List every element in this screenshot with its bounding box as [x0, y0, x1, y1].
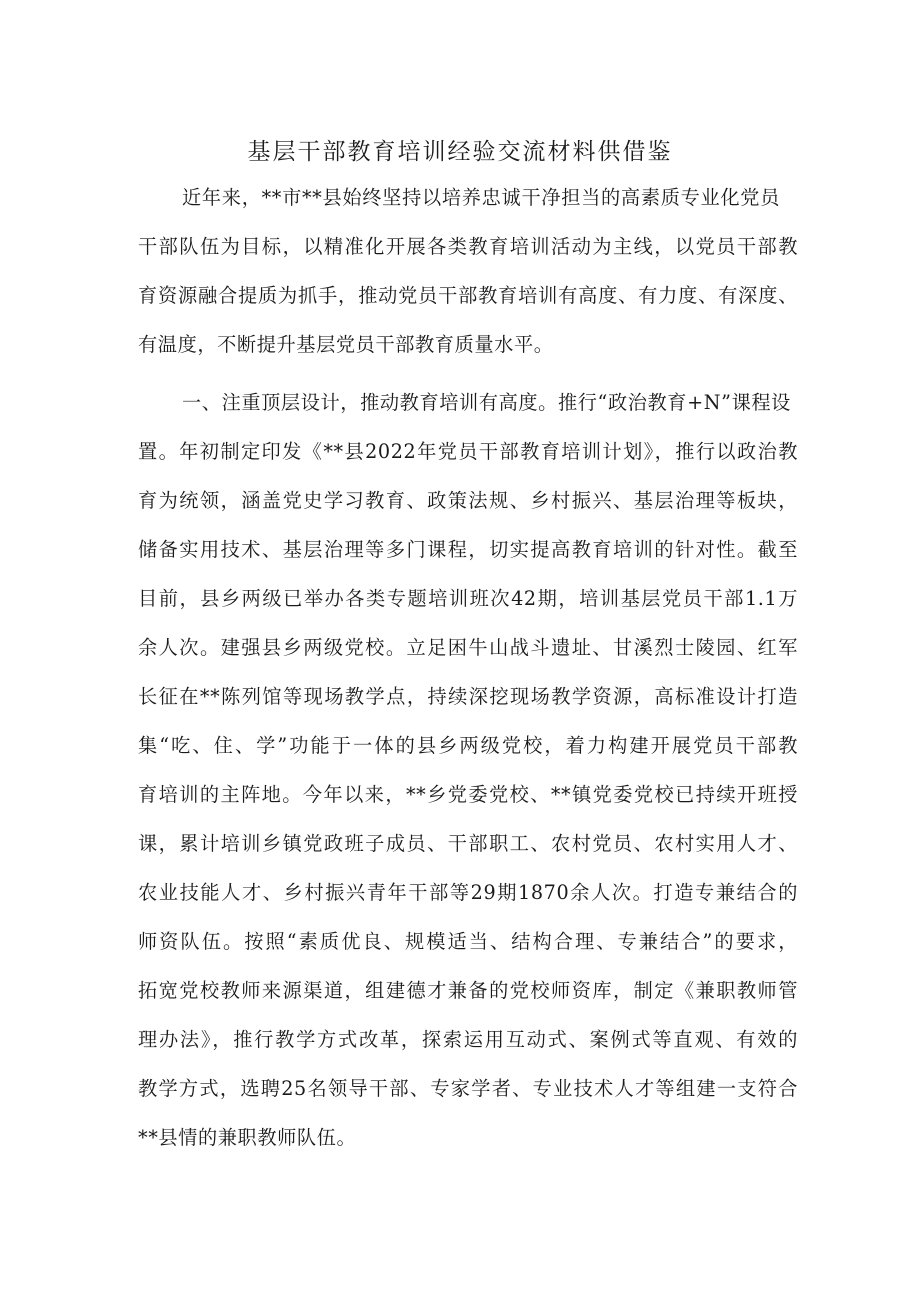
- paragraph-line: 有温度，不断提升基层党员干部教育质量水平。: [138, 333, 554, 356]
- document-title: 基层干部教育培训经验交流材料供借鉴: [247, 139, 673, 165]
- paragraph-line: 余人次。建强县乡两级党校。立足困牛山战斗遗址、甘溪烈士陵园、红军: [138, 636, 798, 659]
- paragraph-line: 目前，县乡两级已举办各类专题培训班次42期，培训基层党员干部1.1万: [138, 587, 798, 610]
- paragraph-line: 育为统领，涵盖党史学习教育、政策法规、乡村振兴、基层治理等板块，: [138, 489, 798, 512]
- paragraph-line: 拓宽党校教师来源渠道，组建德才兼备的党校师资库，制定《兼职教师管: [138, 979, 798, 1002]
- paragraph-line: 储备实用技术、基层治理等多门课程，切实提高教育培训的针对性。截至: [138, 538, 798, 561]
- paragraph-line: 长征在**陈列馆等现场教学点，持续深挖现场教学资源，高标准设计打造: [138, 685, 798, 708]
- paragraph-line: 干部队伍为目标，以精准化开展各类教育培训活动为主线，以党员干部教: [138, 235, 798, 258]
- paragraph-line: 理办法》，推行教学方式改革，探索运用互动式、案例式等直观、有效的: [138, 1028, 798, 1051]
- paragraph-line: 教学方式，选聘25名领导干部、专家学者、专业技术人才等组建一支符合: [138, 1077, 798, 1100]
- paragraph-line: 近年来，**市**县始终坚持以培养忠诚干净担当的高素质专业化党员: [182, 186, 780, 209]
- paragraph-line: **县情的兼职教师队伍。: [138, 1126, 357, 1149]
- paragraph-line: 育资源融合提质为抓手，推动党员干部教育培训有高度、有力度、有深度、: [138, 284, 798, 307]
- paragraph-line: 农业技能人才、乡村振兴青年干部等29期1870余人次。打造专兼结合的: [138, 881, 798, 904]
- paragraph-line: 课，累计培训乡镇党政班子成员、干部职工、农村党员、农村实用人才、: [138, 832, 798, 855]
- paragraph-line: 置。年初制定印发《**县2022年党员干部教育培训计划》，推行以政治教: [138, 440, 798, 463]
- paragraph-line: 一、注重顶层设计，推动教育培训有高度。推行“政治教育+N”课程设: [182, 391, 791, 414]
- paragraph-line: 师资队伍。按照“素质优良、规模适当、结构合理、专兼结合”的要求，: [138, 930, 798, 953]
- paragraph-line: 育培训的主阵地。今年以来，**乡党委党校、**镇党委党校已持续开班授: [138, 783, 798, 806]
- paragraph-line: 集“吃、住、学”功能于一体的县乡两级党校，着力构建开展党员干部教: [138, 734, 798, 757]
